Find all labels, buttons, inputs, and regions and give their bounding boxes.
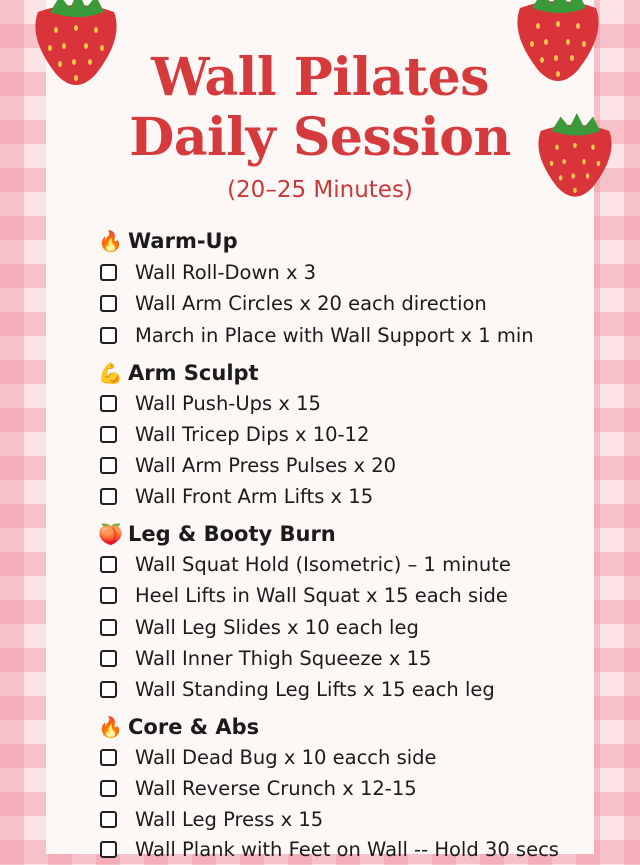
flexed-biceps-icon: 💪 — [98, 361, 123, 385]
checklist-item[interactable] — [100, 834, 559, 865]
checkbox[interactable] — [100, 264, 117, 281]
section-heading-warm-up — [98, 226, 238, 256]
checklist-item-label: Wall Front Arm Lifts x 15 — [135, 485, 374, 508]
checkbox[interactable] — [100, 395, 117, 412]
page-title-line-2: Daily Session — [129, 107, 511, 168]
checklist-item-label: Wall Plank with Feet on Wall -- Hold 30 secs — [135, 838, 559, 861]
checklist-item-label: Heel Lifts in Wall Squat x 15 each side — [135, 584, 508, 607]
checkbox[interactable] — [100, 841, 117, 858]
section-title: Leg & Booty Burn — [128, 522, 336, 546]
fire-icon: 🔥 — [98, 715, 123, 739]
checkbox[interactable] — [100, 749, 117, 766]
checklist-item-label: Wall Squat Hold (Isometric) – 1 minute — [135, 553, 511, 576]
page-subtitle: (20–25 Minutes) — [227, 177, 413, 203]
checklist-item-label: Wall Leg Press x 15 — [135, 808, 324, 831]
checklist-item[interactable] — [100, 643, 431, 674]
checklist-item-label: Wall Leg Slides x 10 each leg — [135, 616, 419, 639]
checkbox[interactable] — [100, 780, 117, 797]
checklist-item-label: Wall Roll-Down x 3 — [135, 261, 317, 284]
checklist-item[interactable] — [100, 742, 437, 773]
checkbox[interactable] — [100, 457, 117, 474]
section-title: Core & Abs — [128, 715, 260, 739]
section-title: Arm Sculpt — [128, 361, 259, 385]
checklist-item[interactable] — [100, 612, 419, 643]
checklist-item-label: Wall Push-Ups x 15 — [135, 392, 321, 415]
section-heading-leg-booty-burn — [98, 519, 336, 549]
checklist-item-label: Wall Arm Circles x 20 each direction — [135, 292, 487, 315]
checkbox[interactable] — [100, 587, 117, 604]
checkbox[interactable] — [100, 327, 117, 344]
section-title: Warm-Up — [128, 229, 238, 253]
checklist-item[interactable] — [100, 257, 316, 288]
fire-icon: 🔥 — [98, 229, 123, 253]
section-heading-core-abs — [98, 712, 259, 742]
page-title-line-1: Wall Pilates — [151, 47, 489, 108]
checklist-item-label: Wall Inner Thigh Squeeze x 15 — [135, 647, 432, 670]
checklist-item[interactable] — [100, 549, 511, 580]
checklist-item-label: Wall Dead Bug x 10 eacch side — [135, 746, 437, 769]
checklist-item[interactable] — [100, 419, 369, 450]
checklist-item[interactable] — [100, 804, 323, 835]
checkbox[interactable] — [100, 488, 117, 505]
peach-icon: 🍑 — [98, 522, 123, 546]
checklist-item[interactable] — [100, 773, 417, 804]
checklist-item[interactable] — [100, 288, 487, 319]
checklist-item[interactable] — [100, 320, 534, 351]
checkbox[interactable] — [100, 426, 117, 443]
checklist-item[interactable] — [100, 388, 321, 419]
checklist-item-label: Wall Standing Leg Lifts x 15 each leg — [135, 678, 495, 701]
section-heading-arm-sculpt — [98, 358, 259, 388]
checklist-item[interactable] — [100, 450, 396, 481]
checkbox[interactable] — [100, 650, 117, 667]
checkbox[interactable] — [100, 681, 117, 698]
checkbox[interactable] — [100, 811, 117, 828]
checklist-item-label: Wall Tricep Dips x 10-12 — [135, 423, 370, 446]
checklist-item-label: Wall Reverse Crunch x 12-15 — [135, 777, 417, 800]
checkbox[interactable] — [100, 556, 117, 573]
checklist-item[interactable] — [100, 674, 495, 705]
checkbox[interactable] — [100, 295, 117, 312]
checklist-item-label: Wall Arm Press Pulses x 20 — [135, 454, 397, 477]
checkbox[interactable] — [100, 619, 117, 636]
checklist-item[interactable] — [100, 580, 508, 611]
checklist-item[interactable] — [100, 481, 373, 512]
checklist-item-label: March in Place with Wall Support x 1 min — [135, 324, 534, 347]
